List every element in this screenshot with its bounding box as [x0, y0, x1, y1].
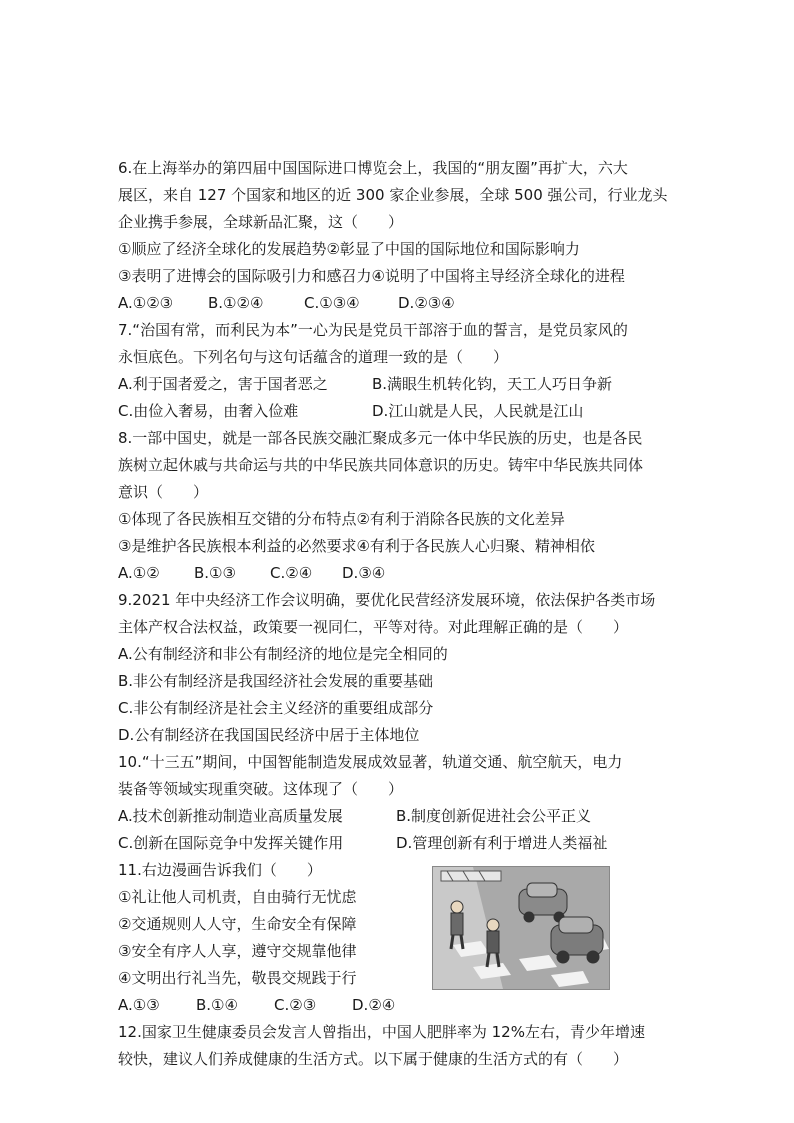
- q6-option-a: A.①②③: [118, 294, 174, 312]
- q7-option-a: A.利于国者爱之，害于国者恶之: [118, 375, 328, 393]
- q11-option-c: C.②③: [274, 996, 317, 1014]
- q10-line-2: 装备等领域实现重突破。这体现了（ ）: [118, 780, 404, 798]
- q9-option-d: D.公有制经济在我国国民经济中居于主体地位: [118, 726, 420, 744]
- q11-statement-4: ④文明出行礼当先，敬畏交规践于行: [118, 969, 357, 987]
- q10-option-d: D.管理创新有利于增进人类福祉: [396, 834, 608, 852]
- q11-statement-1: ①礼让他人司机责，自由骑行无忧虑: [118, 888, 357, 906]
- q6-option-d: D.②③④: [398, 294, 455, 312]
- q8-line-2: 族树立起休戚与共命运与共的中华民族共同体意识的历史。铸牢中华民族共同体: [118, 456, 644, 474]
- q8-option-d: D.③④: [342, 564, 386, 582]
- q6-option-c: C.①③④: [304, 294, 360, 312]
- q7-line-2: 永恒底色。下列名句与这句话蕴含的道理一致的是（ ）: [118, 348, 509, 366]
- q9-line-2: 主体产权合法权益，政策要一视同仁，平等对待。对此理解正确的是（ ）: [118, 618, 629, 636]
- q10-option-b: B.制度创新促进社会公平正义: [396, 807, 592, 825]
- q9-option-b: B.非公有制经济是我国经济社会发展的重要基础: [118, 672, 434, 690]
- q9-option-c: C.非公有制经济是社会主义经济的重要组成部分: [118, 699, 434, 717]
- q6-line-2: 展区，来自 127 个国家和地区的近 300 家企业参展，全球 500 强公司，行业龙头: [118, 186, 668, 204]
- q8-line-1: 8.一部中国史，就是一部各民族交融汇聚成多元一体中华民族的历史，也是各民: [118, 429, 643, 447]
- traffic-cartoon-drawing: [433, 867, 609, 989]
- q7-option-b: B.满眼生机转化钧，天工人巧日争新: [372, 375, 613, 393]
- q7-option-d: D.江山就是人民，人民就是江山: [372, 402, 584, 420]
- q8-statement-3-4: ③是维护各民族根本利益的必然要求④有利于各民族人心归聚、精神相依: [118, 537, 595, 555]
- q9-option-a: A.公有制经济和非公有制经济的地位是完全相同的: [118, 645, 448, 663]
- q8-option-b: B.①③: [194, 564, 236, 582]
- q6-option-b: B.①②④: [208, 294, 264, 312]
- q6-line-3: 企业携手参展，全球新品汇聚，这（ ）: [118, 213, 404, 231]
- q6-line-1: 6.在上海举办的第四届中国国际进口博览会上，我国的“朋友圈”再扩大，六大: [118, 159, 628, 177]
- q12-line-2: 较快，建议人们养成健康的生活方式。以下属于健康的生活方式的有（ ）: [118, 1050, 629, 1068]
- traffic-cartoon-image: [432, 866, 610, 990]
- q8-line-3: 意识（ ）: [118, 483, 209, 501]
- q10-option-c: C.创新在国际竞争中发挥关键作用: [118, 834, 344, 852]
- q11-statement-2: ②交通规则人人守，生命安全有保障: [118, 915, 357, 933]
- q8-statement-1-2: ①体现了各民族相互交错的分布特点②有利于消除各民族的文化差异: [118, 510, 565, 528]
- q11-option-a: A.①③: [118, 996, 160, 1014]
- q12-line-1: 12.国家卫生健康委员会发言人曾指出，中国人肥胖率为 12%左右，青少年增速: [118, 1023, 645, 1041]
- q11-option-b: B.①④: [196, 996, 238, 1014]
- q7-option-c: C.由俭入奢易，由奢入俭难: [118, 402, 299, 420]
- q8-option-a: A.①②: [118, 564, 160, 582]
- q10-option-a: A.技术创新推动制造业高质量发展: [118, 807, 343, 825]
- q11-option-d: D.②④: [352, 996, 396, 1014]
- q11-line-1: 11.右边漫画告诉我们（ ）: [118, 861, 322, 879]
- q11-statement-3: ③安全有序人人享，遵守交规靠他律: [118, 942, 357, 960]
- q10-line-1: 10.“十三五”期间，中国智能制造发展成效显著，轨道交通、航空航天，电力: [118, 753, 623, 771]
- q8-option-c: C.②④: [270, 564, 313, 582]
- q7-line-1: 7.“治国有常，而利民为本”一心为民是党员干部溶于血的誓言，是党员家风的: [118, 321, 628, 339]
- q6-statement-3-4: ③表明了进博会的国际吸引力和感召力④说明了中国将主导经济全球化的进程: [118, 267, 625, 285]
- q6-statement-1-2: ①顺应了经济全球化的发展趋势②彰显了中国的国际地位和国际影响力: [118, 240, 580, 258]
- q9-line-1: 9.2021 年中央经济工作会议明确，要优化民营经济发展环境，依法保护各类市场: [118, 591, 656, 609]
